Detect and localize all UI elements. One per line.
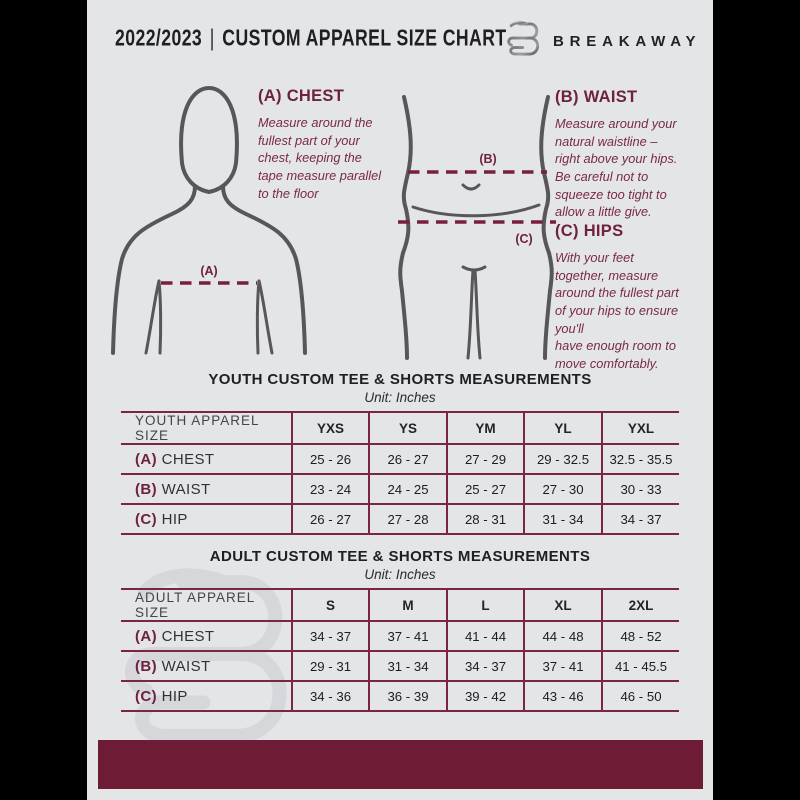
size-value-cell: 27 - 28 bbox=[369, 504, 447, 534]
hips-heading: (C) HIPS bbox=[555, 222, 624, 240]
title-separator: | bbox=[209, 26, 215, 51]
waist-instructions bbox=[555, 88, 709, 221]
brand-name: BREAKAWAY bbox=[553, 33, 702, 50]
size-value-cell: 37 - 41 bbox=[524, 651, 602, 681]
size-column-header: M bbox=[369, 589, 447, 621]
row-name: HIP bbox=[161, 687, 188, 705]
size-value-cell: 27 - 30 bbox=[524, 474, 602, 504]
size-value-cell: 25 - 26 bbox=[292, 444, 369, 474]
table-row bbox=[121, 504, 679, 534]
waist-body-text: Measure around your natural waistline – right above your hips. Be careful not to squeeze too tight to allow a little give. bbox=[555, 116, 678, 220]
adult-header-row bbox=[121, 589, 679, 621]
waist-line-label: (B) bbox=[479, 152, 497, 166]
measurement-guide-section bbox=[87, 85, 713, 371]
row-name: CHEST bbox=[161, 627, 215, 645]
row-name: CHEST bbox=[161, 450, 215, 468]
season-label: 2022/2023 bbox=[115, 26, 203, 51]
size-value-cell: 24 - 25 bbox=[369, 474, 447, 504]
size-value-cell: 29 - 31 bbox=[292, 651, 369, 681]
adult-table-unit: Unit: Inches bbox=[364, 567, 436, 582]
hip-line-label: (C) bbox=[515, 232, 533, 246]
table-row bbox=[121, 444, 679, 474]
size-value-cell: 29 - 32.5 bbox=[524, 444, 602, 474]
size-column-header: YM bbox=[447, 412, 524, 444]
size-value-cell: 25 - 27 bbox=[447, 474, 524, 504]
size-column-header: XL bbox=[524, 589, 602, 621]
row-prefix: (C) bbox=[135, 510, 158, 528]
size-column-header: YL bbox=[524, 412, 602, 444]
size-value-cell: 39 - 42 bbox=[447, 681, 524, 711]
row-prefix: (A) bbox=[135, 627, 158, 645]
size-value-cell: 27 - 29 bbox=[447, 444, 524, 474]
row-prefix: (B) bbox=[135, 657, 158, 675]
size-value-cell: 26 - 27 bbox=[369, 444, 447, 474]
size-value-cell: 28 - 31 bbox=[447, 504, 524, 534]
measurement-row-label bbox=[121, 651, 292, 681]
row-name: WAIST bbox=[161, 657, 211, 675]
size-value-cell: 34 - 37 bbox=[447, 651, 524, 681]
breakaway-logo-icon bbox=[503, 16, 545, 62]
size-value-cell: 32.5 - 35.5 bbox=[602, 444, 679, 474]
size-value-cell: 41 - 45.5 bbox=[602, 651, 679, 681]
hips-instructions bbox=[555, 222, 715, 373]
youth-table-unit: Unit: Inches bbox=[364, 390, 436, 405]
size-value-cell: 30 - 33 bbox=[602, 474, 679, 504]
size-column-header: 2XL bbox=[602, 589, 679, 621]
youth-table-title: YOUTH CUSTOM TEE & SHORTS MEASUREMENTS bbox=[208, 371, 592, 388]
chest-body-text: Measure around the fullest part of your chest, keeping the tape measure parallel to the floor bbox=[258, 115, 382, 201]
waist-heading: (B) WAIST bbox=[555, 88, 638, 106]
page-title bbox=[115, 26, 507, 52]
row-name: WAIST bbox=[161, 480, 211, 498]
table-row bbox=[121, 621, 679, 651]
measurement-row-label bbox=[121, 504, 292, 534]
measurement-row-label bbox=[121, 681, 292, 711]
size-value-cell: 44 - 48 bbox=[524, 621, 602, 651]
chest-heading: (A) CHEST bbox=[258, 87, 345, 105]
table-row bbox=[121, 651, 679, 681]
hips-body-text: With your feet together, measure around the fullest part of your hips to ensure you'll have enough room to move comfortably. bbox=[555, 250, 679, 371]
size-column-header: YS bbox=[369, 412, 447, 444]
row-prefix: (B) bbox=[135, 480, 158, 498]
youth-size-table bbox=[121, 411, 679, 535]
size-chart-page bbox=[87, 0, 713, 800]
size-value-cell: 41 - 44 bbox=[447, 621, 524, 651]
size-value-cell: 31 - 34 bbox=[524, 504, 602, 534]
size-column-header: S bbox=[292, 589, 369, 621]
youth-size-header: YOUTH APPAREL SIZE bbox=[135, 413, 260, 443]
measurement-row-label bbox=[121, 621, 292, 651]
size-column-header: YXS bbox=[292, 412, 369, 444]
measurement-row-label bbox=[121, 474, 292, 504]
size-value-cell: 23 - 24 bbox=[292, 474, 369, 504]
chest-line-label: (A) bbox=[200, 264, 218, 278]
size-value-cell: 26 - 27 bbox=[292, 504, 369, 534]
size-value-cell: 34 - 36 bbox=[292, 681, 369, 711]
adult-table-title: ADULT CUSTOM TEE & SHORTS MEASUREMENTS bbox=[209, 548, 591, 565]
size-value-cell: 48 - 52 bbox=[602, 621, 679, 651]
size-value-cell: 36 - 39 bbox=[369, 681, 447, 711]
youth-header-row bbox=[121, 412, 679, 444]
size-value-cell: 43 - 46 bbox=[524, 681, 602, 711]
row-prefix: (A) bbox=[135, 450, 158, 468]
adult-size-header: ADULT APPAREL SIZE bbox=[135, 590, 255, 620]
size-value-cell: 37 - 41 bbox=[369, 621, 447, 651]
size-value-cell: 34 - 37 bbox=[292, 621, 369, 651]
size-value-cell: 31 - 34 bbox=[369, 651, 447, 681]
size-value-cell: 34 - 37 bbox=[602, 504, 679, 534]
table-row bbox=[121, 474, 679, 504]
adult-size-table bbox=[121, 588, 679, 712]
footer-bar bbox=[98, 740, 703, 789]
row-prefix: (C) bbox=[135, 687, 158, 705]
size-value-cell: 46 - 50 bbox=[602, 681, 679, 711]
size-column-header: L bbox=[447, 589, 524, 621]
chart-title: CUSTOM APPAREL SIZE CHART bbox=[222, 26, 507, 51]
measurement-row-label bbox=[121, 444, 292, 474]
row-name: HIP bbox=[161, 510, 188, 528]
chest-instructions bbox=[258, 87, 416, 202]
size-column-header: YXL bbox=[602, 412, 679, 444]
table-row bbox=[121, 681, 679, 711]
